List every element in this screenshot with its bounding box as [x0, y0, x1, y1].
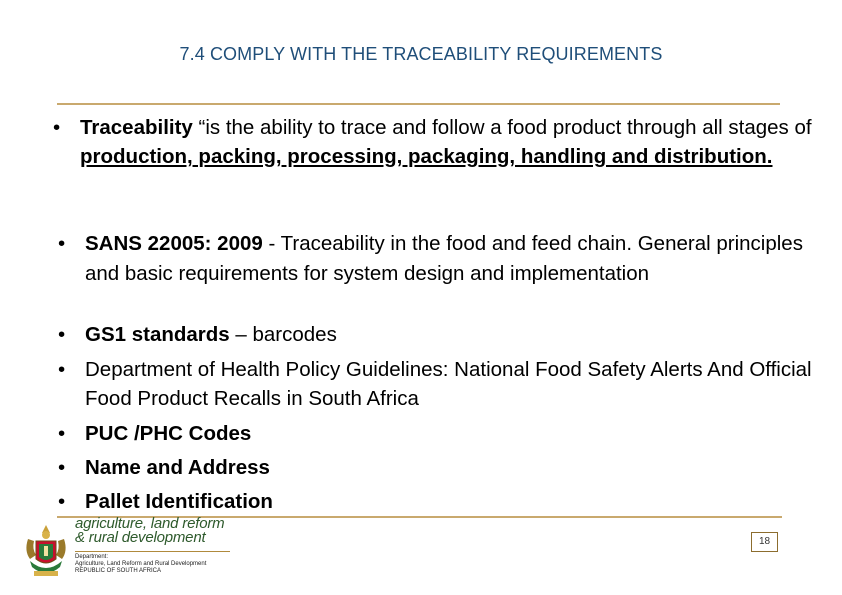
bullet-glyph: • — [58, 358, 66, 381]
department-sub-country: REPUBLIC OF SOUTH AFRICA — [75, 568, 162, 574]
bullet-glyph: • — [58, 232, 66, 255]
bullet-bold-text: Traceability — [80, 116, 193, 139]
department-sub-fullname: Agriculture, Land Reform and Rural Development — [75, 561, 207, 567]
bullet-bold-text: Pallet Identification — [85, 490, 273, 513]
bullet-traceability-definition — [53, 113, 820, 171]
page-number: 18 — [751, 532, 778, 552]
bullet-glyph: • — [58, 323, 66, 346]
bullet-puc-phc-codes — [58, 419, 825, 448]
bullet-pallet-identification — [58, 487, 825, 516]
bullet-sans-22005 — [58, 229, 825, 288]
department-name-line2: & rural development — [75, 529, 206, 546]
coat-of-arms-icon — [20, 521, 72, 583]
bullet-bold-text: GS1 standards — [85, 323, 230, 346]
bullet-doh-guidelines — [58, 355, 825, 413]
bullet-name-address — [58, 453, 825, 482]
bullet-underlined-text: production, packing, processing, packaging, handling and distribution. — [80, 145, 773, 168]
department-divider — [75, 551, 230, 552]
bullet-gs1-standards — [58, 320, 825, 349]
department-sub-label: Department: — [75, 554, 109, 560]
bullet-text: - Traceability in the food and feed chain. General principles and basic requirements for system design and implementation — [85, 232, 803, 285]
bullet-text: – barcodes — [229, 323, 337, 346]
bullet-glyph: • — [58, 456, 66, 479]
bullet-glyph: • — [53, 116, 61, 139]
department-name-line1: agriculture, land reform — [75, 515, 225, 532]
department-name — [75, 517, 224, 545]
department-subtext — [75, 554, 206, 575]
bullet-bold-text: PUC /PHC Codes — [85, 422, 252, 445]
bullet-text: “is the ability to trace and follow a food product through all stages of — [192, 116, 812, 139]
slide-title: 7.4 COMPLY WITH THE TRACEABILITY REQUIREMENTS — [179, 44, 663, 64]
bullet-glyph: • — [58, 490, 66, 513]
bullet-bold-text: SANS 22005: 2009 — [85, 232, 263, 255]
bullet-bold-text: Name and Address — [85, 456, 270, 479]
bullet-glyph: • — [58, 422, 66, 445]
title-divider — [57, 103, 780, 105]
bullet-text: Department of Health Policy Guidelines: National Food Safety Alerts And Official Food Product Recalls in South Africa — [85, 358, 812, 410]
